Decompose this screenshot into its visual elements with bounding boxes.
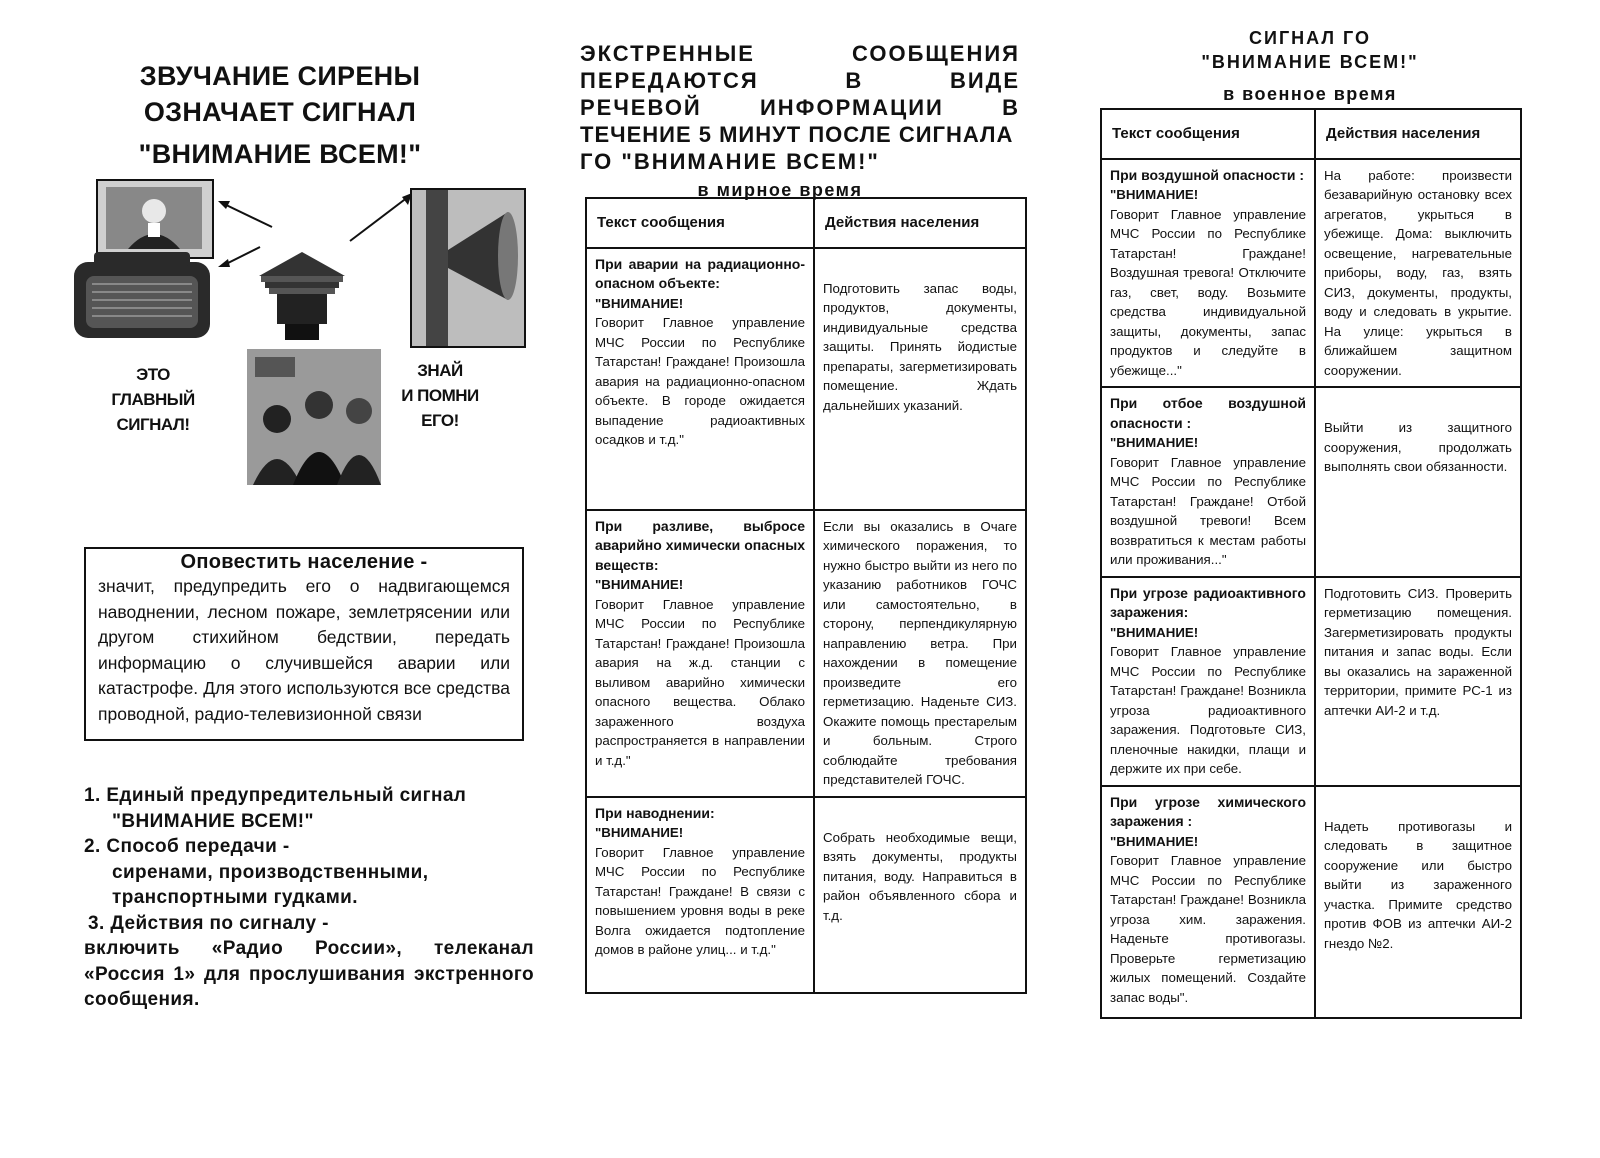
case-title: При отбое воздушной опасности :	[1110, 395, 1306, 431]
signal-list	[84, 783, 534, 1013]
war-title-line: СИГНАЛ ГО	[1249, 28, 1371, 48]
attention-label: "ВНИМАНИЕ!	[1110, 833, 1199, 849]
siren-title-line: ОЗНАЧАЕТ СИГНАЛ	[143, 97, 417, 127]
attention-label: "ВНИМАНИЕ!	[595, 577, 684, 592]
list-item: 2. Способ передачи -	[84, 836, 290, 857]
notify-title: Оповестить население -	[180, 551, 428, 573]
attention-label: "ВНИМАНИЕ!	[1110, 624, 1199, 640]
action-cell: Выйти из защитного сооружения, продолжать выполнять свои обязанности.	[1315, 387, 1521, 577]
action-cell: Собрать необходимые вещи, взять документы, продукты питания, воду. Направиться в район объявленного сбора и т.д.	[814, 797, 1026, 993]
tv-illustration	[96, 179, 214, 259]
message-cell	[1101, 159, 1315, 388]
message-cell	[1101, 387, 1315, 577]
notify-text: значит, предупредить его о надвигающемся наводнении, лесном пожаре, землетрясении или другом стихийном бедствии, передать информацию о случившейся аварии или катастрофе. Для этого используются все средства проводной, радио-телевизионной связи	[98, 576, 510, 724]
message-text: Говорит Главное управление МЧС России по Республике Татарстан! Граждане! Произошла авария на ж.д. станции с выливом аварийно химически опасного вещества. Облако зараженного воздуха распространяется в направлении и т.д."	[595, 596, 805, 768]
table-row	[586, 248, 1026, 510]
message-cell	[1101, 786, 1315, 1018]
siren-title	[110, 58, 450, 172]
list-item: 3. Действия по сигналу -	[88, 912, 329, 934]
case-title: При воздушной опасности :	[1110, 166, 1305, 183]
message-cell	[586, 797, 814, 993]
table-row	[1101, 577, 1521, 786]
peace-table	[585, 197, 1027, 994]
peace-subtitle: в мирное время	[697, 180, 863, 200]
table-row	[586, 797, 1026, 993]
caption-line: ЕГО!	[421, 411, 459, 430]
message-text: Говорит Главное управление МЧС России по Республике Татарстан! Граждане! Возникла угроза радиоактивного заражения. Подготовьте СИЗ, пленочные накидки, плащи и держите их при себе.	[1110, 644, 1306, 776]
peace-title-line: РЕЧЕВОЙ ИНФОРМАЦИИ В	[580, 95, 1020, 120]
people-icon	[247, 349, 381, 485]
siren-illustration	[255, 250, 350, 342]
caption-line: ЗНАЙ	[417, 361, 463, 380]
col-header-text: Текст сообщения	[1101, 109, 1315, 159]
action-cell: Надеть противогазы и следовать в защитное сооружение или быстро выйти из зараженного участка. Примите средство против ФОВ из аптечки АИ-2 гнездо №2.	[1315, 786, 1521, 1018]
attention-label: "ВНИМАНИЕ!	[595, 825, 684, 840]
message-text: Говорит Главное управление МЧС России по Республике Татарстан! Граждане! Возникла угроза хим. заражения. Наденьте противогазы. Проверьте герметизацию жилых помещений. Создайте запас воды".	[1110, 853, 1306, 1005]
tv-presenter-icon	[98, 181, 212, 257]
people-photo	[247, 349, 381, 485]
col-header-actions: Действия населения	[814, 198, 1026, 248]
message-text: Говорит Главное управление МЧС России по Республике Татарстан! Граждане! Произошла авария на радиационно-опасном объекте. В городе ожидается выпадение радиоактивных осадков и т.д."	[595, 315, 805, 447]
siren-icon	[255, 250, 350, 342]
siren-title-line: ЗВУЧАНИЕ СИРЕНЫ	[139, 61, 421, 91]
caption-line: СИГНАЛ!	[116, 415, 190, 434]
peace-title-line: ЭКСТРЕННЫЕ СООБЩЕНИЯ	[580, 41, 1020, 66]
peace-title-line: ГО "ВНИМАНИЕ ВСЕМ!"	[580, 149, 880, 174]
caption-remember	[380, 358, 500, 433]
case-title: При угрозе радиоактивного заражения:	[1110, 584, 1306, 620]
attention-label: "ВНИМАНИЕ!	[1110, 187, 1199, 202]
message-cell	[586, 510, 814, 797]
message-text: Говорит Главное управление МЧС России по Республике Татарстан! Граждане! В связи с повышением уровня воды в реке Волга ожидается подтопление домов в районе улиц... и т.д."	[595, 844, 805, 957]
war-title-line: "ВНИМАНИЕ ВСЕМ!"	[1201, 52, 1419, 72]
case-title: При угрозе химического заражения :	[1110, 793, 1306, 829]
war-title	[1175, 26, 1445, 74]
war-subtitle: в военное время	[1223, 84, 1397, 104]
loudspeaker-illustration	[410, 188, 526, 348]
action-cell: Если вы оказались в Очаге химического поражения, то нужно быстро выйти из него по указанию работников ГОЧС или самостоятельно, в сторону, перпендикулярную направлению ветра. При нахождении в помещение произведите его герметизацию. Наденьте СИЗ. Окажите помощь престарелым и больным. Строго соблюдайте требования представителей ГОЧС.	[814, 510, 1026, 797]
message-cell	[586, 248, 814, 510]
list-item: "ВНИМАНИЕ ВСЕМ!"	[112, 810, 314, 832]
table-row	[1101, 159, 1521, 388]
list-item: включить «Радио России», телеканал «Россия 1» для прослушивания экстренного сообщения.	[84, 938, 534, 1010]
peace-title	[580, 40, 1020, 175]
message-text: Говорит Главное управление МЧС России по Республике Татарстан! Граждане! Отбой воздушной тревоги! Всем возвратиться к местам работы или проживания..."	[1110, 454, 1306, 567]
caption-main-signal	[98, 362, 208, 437]
list-item: 1. Единый предупредительный сигнал	[84, 785, 467, 806]
notify-box	[84, 547, 524, 741]
list-item: транспортными гудками.	[112, 887, 358, 908]
table-header	[1101, 109, 1521, 159]
message-text: Говорит Главное управление МЧС России по Республике Татарстан! Граждане! Воздушная тревога! Отключите газ, свет, воду. Возьмите средства индивидуальной защиты, документы, запас продуктов и следуйте в убежище..."	[1110, 206, 1306, 378]
war-table	[1100, 108, 1522, 1019]
action-cell: Подготовить СИЗ. Проверить герметизацию помещения. Загерметизировать продукты питания и запас воды. Если вы оказались на зараженной территории, примите РС-1 из аптечки АИ-2 и т.д.	[1315, 577, 1521, 786]
caption-line: ГЛАВНЫЙ	[111, 390, 195, 409]
col-header-text: Текст сообщения	[586, 198, 814, 248]
action-cell: Подготовить запас воды, продуктов, документы, индивидуальные средства защиты. Принять йодистые препараты, загерметизировать помещение. Ждать дальнейших указаний.	[814, 248, 1026, 510]
col-header-actions: Действия населения	[1315, 109, 1521, 159]
loudspeaker-icon	[412, 190, 524, 346]
radio-illustration	[72, 250, 212, 340]
caption-line: ЭТО	[136, 365, 170, 384]
case-title: При наводнении:	[595, 804, 715, 821]
message-cell	[1101, 577, 1315, 786]
table-row	[1101, 786, 1521, 1018]
table-row	[586, 510, 1026, 797]
attention-label: "ВНИМАНИЕ!	[595, 295, 684, 311]
peace-title-line: ПЕРЕДАЮТСЯ В ВИДЕ	[580, 68, 1020, 93]
peace-title-line: ТЕЧЕНИЕ 5 МИНУТ ПОСЛЕ СИГНАЛА	[580, 122, 1014, 147]
radio-icon	[72, 250, 212, 340]
caption-line: И ПОМНИ	[401, 386, 479, 405]
siren-title-line: "ВНИМАНИЕ ВСЕМ!"	[138, 139, 422, 169]
case-title: При аварии на радиационно-опасном объекте:	[595, 255, 805, 291]
attention-label: "ВНИМАНИЕ!	[1110, 435, 1199, 450]
list-item: сиренами, производственными,	[112, 861, 429, 883]
case-title: При разливе, выбросе аварийно химически опасных веществ:	[595, 517, 805, 573]
table-row	[1101, 387, 1521, 577]
table-header	[586, 198, 1026, 248]
action-cell: На работе: произвести безаварийную остановку всех агрегатов, укрыться в убежище. Дома: выключить освещение, нагревательные приборы, воду, газ, взять СИЗ, документы, продукты, воду и следовать в укрытие. На улице: укрыться в ближайшем защитном сооружении.	[1315, 159, 1521, 388]
